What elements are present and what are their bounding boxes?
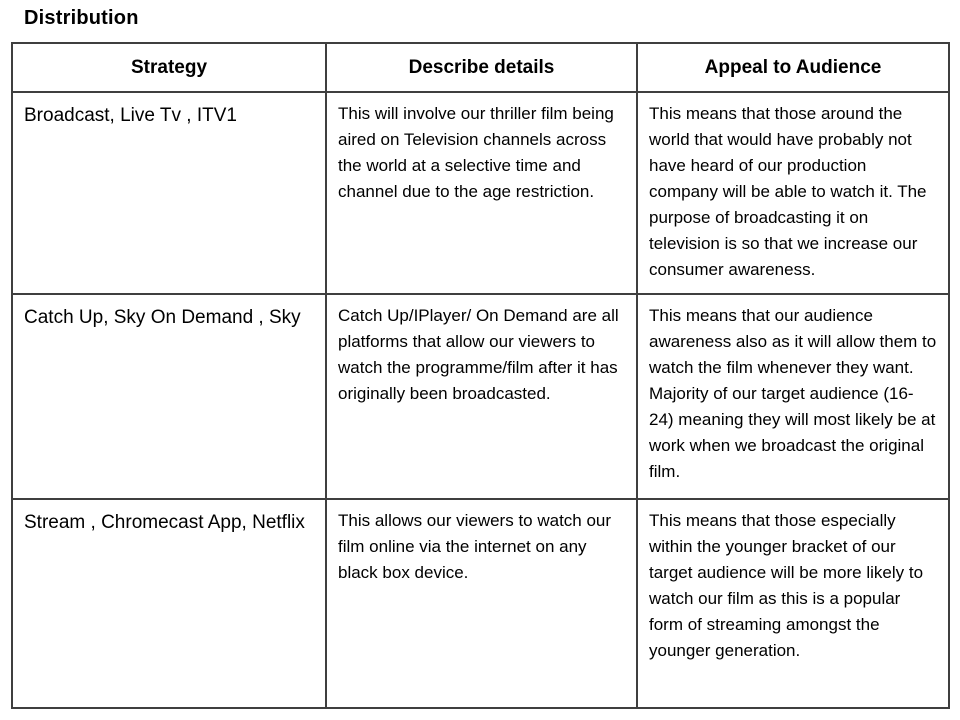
strategy-cell: Stream , Chromecast App, Netflix <box>12 499 326 708</box>
page-title: Distribution <box>24 7 139 29</box>
strategy-cell: Broadcast, Live Tv , ITV1 <box>12 92 326 294</box>
table-row <box>12 92 949 294</box>
details-cell: This allows our viewers to watch our film online via the internet on any black box device. <box>326 499 637 708</box>
column-header-strategy: Strategy <box>12 43 326 92</box>
strategy-cell: Catch Up, Sky On Demand , Sky <box>12 294 326 499</box>
appeal-cell: This means that our audience awareness also as it will allow them to watch the film whenever they want. Majority of our target audience (16-24) meaning they will most likely be at work when we broadcast the original film. <box>637 294 949 499</box>
table-row <box>12 294 949 499</box>
appeal-cell: This means that those especially within the younger bracket of our target audience will be more likely to watch our film as this is a popular form of streaming amongst the younger generation. <box>637 499 949 708</box>
appeal-cell: This means that those around the world that would have probably not have heard of our production company will be able to watch it. The purpose of broadcasting it on television is so that we increase our consumer awareness. <box>637 92 949 294</box>
details-cell: Catch Up/IPlayer/ On Demand are all platforms that allow our viewers to watch the programme/film after it has originally been broadcasted. <box>326 294 637 499</box>
details-cell: This will involve our thriller film being aired on Television channels across the world at a selective time and channel due to the age restriction. <box>326 92 637 294</box>
column-header-appeal-to-audience: Appeal to Audience <box>637 43 949 92</box>
table-row <box>12 499 949 708</box>
header-row <box>12 43 949 92</box>
column-header-describe-details: Describe details <box>326 43 637 92</box>
distribution-table <box>11 42 950 709</box>
